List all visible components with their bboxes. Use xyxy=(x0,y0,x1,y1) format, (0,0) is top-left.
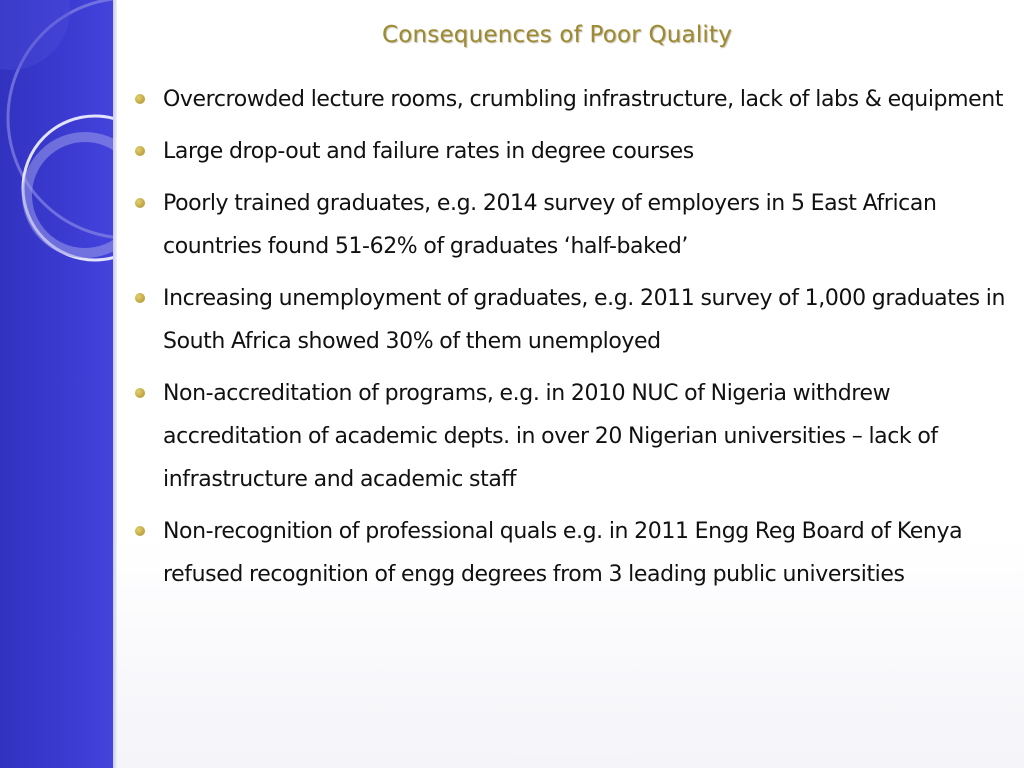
bullet-icon xyxy=(135,198,145,208)
bullet-item xyxy=(117,182,1017,268)
corner-glow xyxy=(0,0,70,70)
bullet-text: Non-accreditation of programs, e.g. in 2010 NUC of Nigeria withdrew accreditation of academic depts. in over 20 Nigerian universities – lack of infrastructure and academic staff xyxy=(163,381,938,492)
bullet-item xyxy=(117,277,1017,363)
bullet-text: Non-recognition of professional quals e.g. in 2011 Engg Reg Board of Kenya refused recognition of engg degrees from 3 leading public universities xyxy=(163,519,963,587)
bullet-icon xyxy=(135,94,145,104)
bullet-text: Large drop-out and failure rates in degree courses xyxy=(163,139,694,164)
slide-content xyxy=(117,0,1024,768)
slide-title: Consequences of Poor Quality xyxy=(381,22,733,48)
bullet-icon xyxy=(135,526,145,536)
bullet-icon xyxy=(135,293,145,303)
decorative-sidebar xyxy=(0,0,113,768)
bullet-text: Increasing unemployment of graduates, e.g. 2011 survey of 1,000 graduates in South Africa showed 30% of them unemployed xyxy=(163,286,1006,354)
decorative-circles xyxy=(0,0,113,768)
bullet-item xyxy=(117,130,1017,173)
bullet-text: Overcrowded lecture rooms, crumbling infrastructure, lack of labs & equipment xyxy=(163,87,1004,112)
bullet-item xyxy=(117,510,1017,596)
bullet-item xyxy=(117,372,1017,501)
bullet-icon xyxy=(135,146,145,156)
bullet-list xyxy=(117,78,1017,605)
bullet-item xyxy=(117,78,1017,121)
bullet-icon xyxy=(135,388,145,398)
bullet-text: Poorly trained graduates, e.g. 2014 survey of employers in 5 East African countries found 51-62% of graduates ‘half-baked’ xyxy=(163,191,937,259)
